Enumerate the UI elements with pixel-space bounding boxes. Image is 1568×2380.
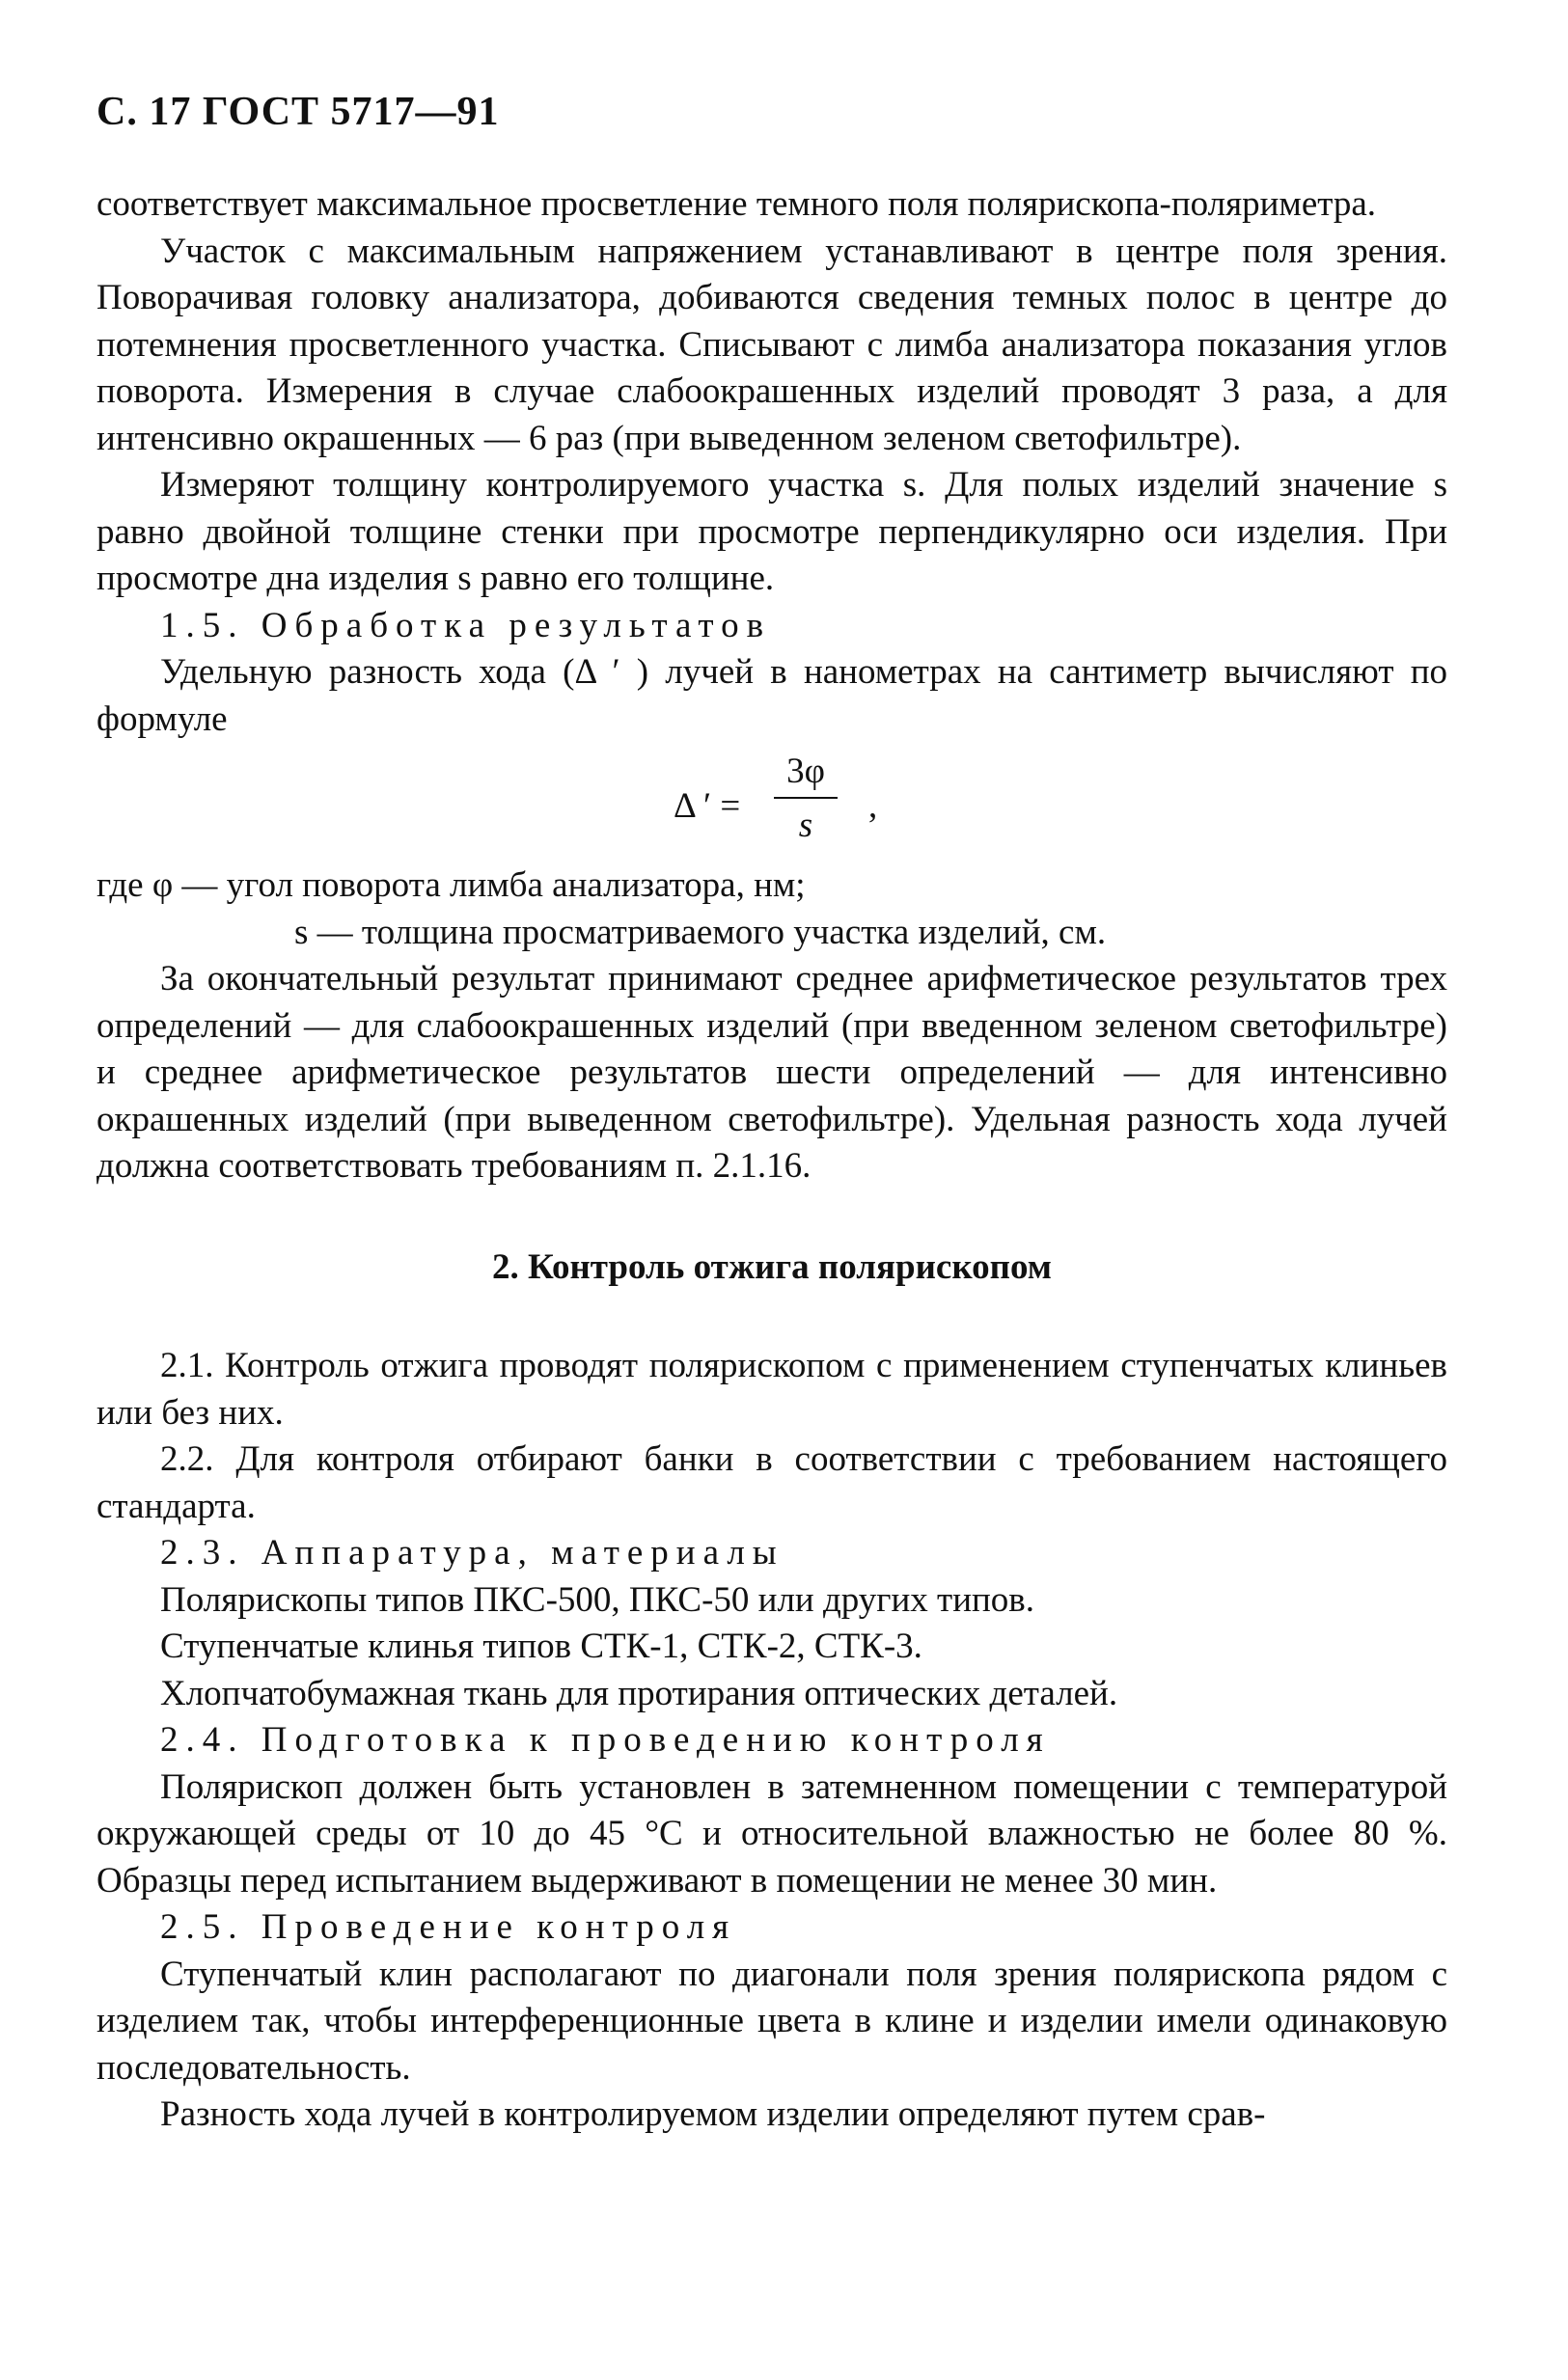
equipment-item: Ступенчатые клинья типов СТК-1, СТК-2, СТК-3. bbox=[160, 1627, 922, 1666]
formula bbox=[96, 749, 1447, 862]
subsection-heading-2-3: 2.3. Аппаратура, материалы bbox=[160, 1533, 784, 1573]
formula-numerator: 3φ bbox=[786, 752, 825, 791]
formula-intro: Удельную разность хода (Δ ′ ) лучей в нанометрах на сантиметр вычисляют по формуле bbox=[96, 652, 1447, 739]
equipment-item: Полярископы типов ПКС-500, ПКС-50 или других типов. bbox=[160, 1579, 1035, 1620]
procedure-paragraph: Ступенчатый клин располагают по диагонали поля зрения полярископа рядом с изделием так, чтобы интерференционные цвета в клине и изделии имели одинаковую последовательность. bbox=[96, 1954, 1447, 2088]
formula-comma: , bbox=[868, 786, 878, 826]
equipment-item: Хлопчатобумажная ткань для протирания оптических деталей. bbox=[160, 1673, 1118, 1713]
paragraph: Участок с максимальным напряжением устанавливают в центре поля зрения. Поворачивая головку анализатора, добиваются сведения темных полос в центре до потемнения просветленного участка. Списывают с лимба анализатора показания углов поворота. Измерения в случае слабоокрашенных изделий проводят 3 раза, а для интенсивно окрашенных — 6 раз (при выведенном зеленом светофильтре). bbox=[96, 231, 1447, 458]
subsection-heading-2-4: 2.4. Подготовка к проведению контроля bbox=[160, 1720, 1051, 1760]
paragraph-2-2: 2.2. Для контроля отбирают банки в соответствии с требованием настоящего стандарта. bbox=[96, 1439, 1447, 1526]
paragraph-2-1: 2.1. Контроль отжига проводят полярископом с применением ступенчатых клиньев или без них. bbox=[96, 1346, 1447, 1433]
section-title: 2. Контроль отжига полярископом bbox=[491, 1246, 1052, 1287]
where-line-2: s — толщина просматриваемого участка изделий, см. bbox=[294, 912, 1107, 952]
paragraph: Измеряют толщину контролируемого участка s. Для полых изделий значение s равно двойной толщине стенки при просмотре перпендикулярно оси изделия. При просмотре дна изделия s равно его толщине. bbox=[96, 465, 1447, 598]
where-line-1: где φ — угол поворота лимба анализатора, нм; bbox=[96, 865, 806, 905]
formula-fraction bbox=[774, 749, 838, 850]
paragraph: соответствует максимальное просветление темного поля полярископа-поляриметра. bbox=[96, 184, 1377, 224]
procedure-paragraph: Разность хода лучей в контролируемом изделии определяют путем срав- bbox=[160, 2094, 1266, 2134]
subsection-heading-1-5: 1.5. Обработка результатов bbox=[160, 605, 772, 645]
result-paragraph: За окончательный результат принимают среднее арифметическое результатов трех определений — для слабоокрашенных изделий (при введенном зеленом светофильтре) и среднее арифметическое результатов шести определений — для интенсивно окрашенных изделий (при выведенном светофильтре). Удельная разность хода лучей должна соответствовать требованиям п. 2.1.16. bbox=[96, 959, 1447, 1186]
preparation-paragraph: Полярископ должен быть установлен в затемненном помещении с температурой окружающей среды от 10 до 45 °С и относительной влажностью не более 80 %. Образцы перед испытанием выдерживают в помещении не менее 30 мин. bbox=[96, 1766, 1447, 1901]
formula-denominator: s bbox=[798, 806, 813, 845]
subsection-heading-2-5: 2.5. Проведение контроля bbox=[160, 1907, 737, 1947]
body-text bbox=[96, 181, 1447, 2139]
page-header: С. 17 ГОСТ 5717—91 bbox=[96, 90, 500, 134]
fraction-bar bbox=[774, 797, 838, 799]
formula-lhs: Δ ′ = bbox=[674, 786, 741, 826]
